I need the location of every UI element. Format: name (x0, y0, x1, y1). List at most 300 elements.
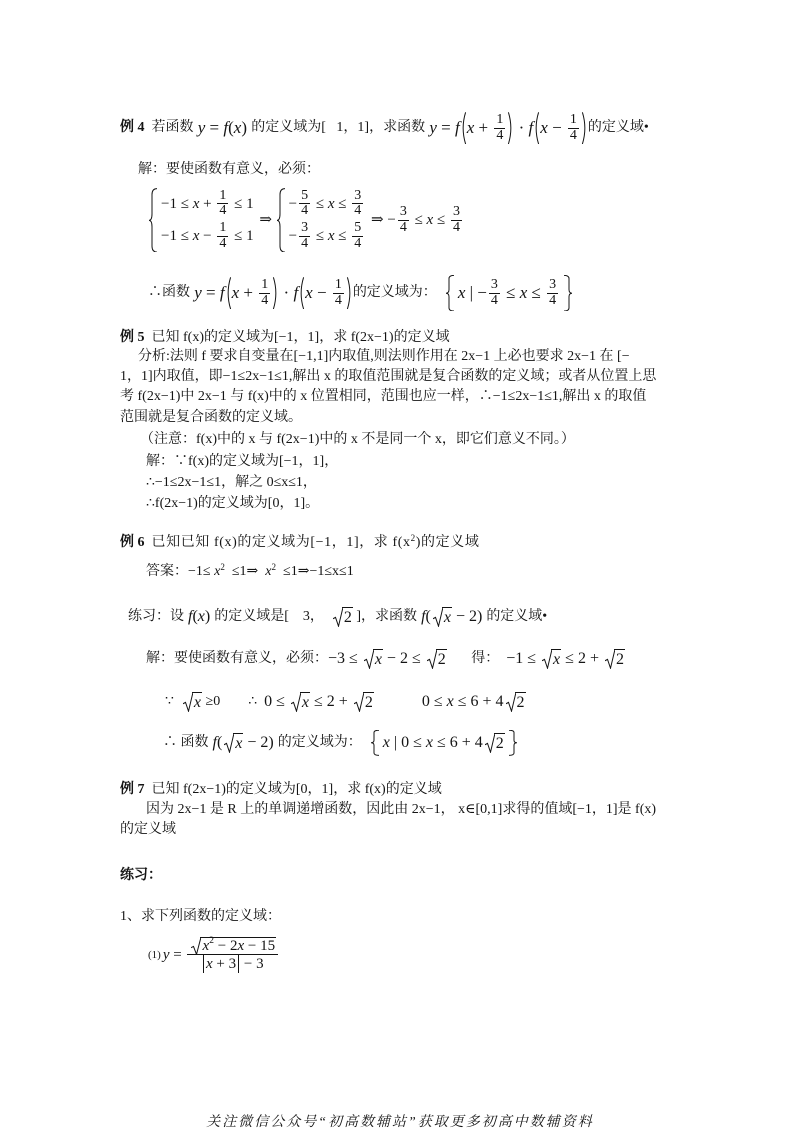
practice-since (165, 685, 526, 719)
right-parenthesis (581, 112, 588, 144)
system-row (161, 189, 254, 219)
right-parenthesis (272, 277, 279, 309)
text: 4 (301, 235, 309, 251)
square-root (485, 733, 505, 753)
math-symbol: − (288, 227, 298, 244)
math-variable: f (219, 282, 225, 302)
math-expression (240, 957, 263, 973)
fraction-numerator (217, 221, 228, 236)
math-symbol: 2 (364, 694, 373, 712)
math-symbol (212, 196, 216, 212)
math-symbol: ≤ (276, 693, 285, 711)
math-expression (310, 693, 352, 711)
fraction (547, 278, 558, 308)
math-symbol: 0 (401, 734, 410, 752)
radicand (373, 649, 383, 669)
radicand (614, 649, 625, 669)
math-symbol: ≤ (234, 227, 243, 244)
conclusion-formula (148, 278, 573, 308)
text: 4 (399, 219, 407, 235)
math-expression (417, 608, 431, 626)
math-symbol (348, 693, 352, 710)
math-symbol (327, 283, 331, 302)
radicand (436, 649, 447, 669)
math-symbol: ≤ (436, 734, 446, 752)
fraction-numerator (333, 278, 344, 293)
math-symbol: + (482, 693, 492, 711)
math-expression (328, 650, 362, 668)
text: 的定义域• (587, 120, 649, 136)
math-expression (496, 735, 504, 753)
radical-sign-icon (542, 649, 552, 669)
fraction-denominator (352, 237, 363, 252)
text: 的定义域为： (277, 735, 362, 751)
left-brace (445, 275, 455, 311)
fraction (299, 221, 310, 251)
radical-sign-icon (364, 649, 374, 669)
math-expression (312, 228, 350, 245)
math-variable: x (425, 734, 433, 752)
math-symbol: 2 (437, 651, 446, 669)
example-7-explanation-line-2: 的定义域 (120, 822, 176, 837)
square-root (191, 937, 276, 955)
math-symbol (445, 212, 449, 228)
right-brace (508, 730, 518, 756)
fraction (489, 278, 500, 308)
math-expression (458, 284, 487, 303)
system-row (289, 221, 366, 251)
fraction (299, 189, 310, 219)
fraction (333, 278, 344, 308)
math-symbol (253, 283, 257, 302)
math-variable: x (466, 117, 475, 137)
math-expression (383, 734, 483, 752)
math-expression (616, 651, 624, 669)
math-variable: x (192, 227, 200, 244)
text: 1 (334, 276, 342, 292)
math-symbol: + (216, 956, 225, 973)
text: 得： (446, 651, 507, 667)
fraction-denominator (200, 955, 266, 973)
fraction-numerator (352, 221, 363, 236)
math-symbol: − (506, 650, 516, 668)
math-symbol: ≤ (234, 195, 243, 212)
math-symbol: 2 (343, 609, 352, 627)
fraction-numerator (217, 189, 228, 204)
example-7-title: 已知 f(2x−1)的定义域为[0，1]，求 f(x)的定义域 (151, 782, 442, 797)
math-variable: y (197, 117, 206, 137)
text: 4 (354, 235, 362, 251)
set-content (458, 278, 560, 308)
math-symbol: − (316, 282, 327, 302)
example-6-answer (146, 562, 354, 582)
math-expression (444, 609, 451, 627)
practice-solution (146, 642, 625, 676)
math-expression (163, 947, 186, 964)
footer-note: 关注微信公众号“初高数辅站”获取更多初高中数辅资料 (206, 1115, 594, 1130)
radical-sign-icon (191, 937, 201, 955)
group-content (305, 278, 346, 308)
math-symbol (212, 228, 216, 244)
radical-sign-icon (224, 733, 234, 753)
text: ≤1⇒−1≤x≤1 (276, 564, 354, 579)
analysis-line-1: 分析:法则 f 要求自变量在[−1,1]内取值,则法则作用在 2x−1 上必也要求 2x−1 在 [− (138, 349, 630, 364)
inequality-system-formula (148, 188, 464, 253)
math-symbol: − (247, 937, 257, 954)
example-4-inequality-system (148, 180, 464, 260)
math-expression (194, 119, 252, 138)
fraction-denominator (352, 204, 363, 219)
math-expression (514, 119, 533, 138)
square-root (333, 607, 353, 627)
math-expression (506, 650, 540, 668)
math-variable: x (197, 608, 205, 626)
math-expression (243, 734, 277, 752)
parenthesized-group (533, 113, 588, 143)
text: 4 (569, 127, 577, 143)
system-row (289, 189, 366, 219)
math-symbol: − (288, 195, 298, 212)
fraction-numerator (299, 189, 310, 204)
math-symbol: + (338, 693, 348, 711)
math-symbol: 2 (577, 650, 586, 668)
math-variable: x (374, 651, 382, 669)
text: 3 (549, 276, 557, 292)
text: 已知已知 f(x)的定义域为[−1，1]，求 f(x (151, 535, 411, 550)
text: 的定义域• (486, 609, 548, 625)
math-symbol: 2 (399, 650, 408, 668)
math-expression (230, 196, 253, 213)
math-symbol (347, 196, 351, 212)
math-variable: x (301, 694, 310, 712)
math-variable: x (540, 117, 548, 137)
text: 4 (490, 292, 498, 308)
fraction-numerator (547, 278, 558, 293)
math-symbol: ( (425, 608, 431, 626)
group-content (232, 278, 273, 308)
math-symbol: − (247, 734, 257, 752)
math-expression (256, 212, 276, 229)
text: 1 (261, 276, 269, 292)
practice-domain-formula (163, 733, 518, 753)
math-symbol (536, 650, 540, 667)
text: 2 (410, 533, 416, 543)
radicand (494, 733, 505, 753)
math-symbol: | (393, 734, 398, 752)
math-symbol: + (243, 282, 254, 302)
math-variable: f (223, 117, 229, 137)
math-symbol: ) (204, 608, 211, 626)
math-expression (425, 119, 460, 138)
math-expression (467, 119, 493, 138)
text: 4 (354, 203, 362, 219)
fraction-denominator (398, 221, 409, 236)
math-symbol: ( (216, 734, 223, 752)
math-symbol: ≤ (411, 650, 421, 668)
math-expression (232, 284, 258, 303)
practice-statement (128, 600, 547, 634)
text: ≤1⇒ (224, 564, 266, 579)
fraction (352, 221, 363, 251)
math-symbol: 2 (516, 694, 525, 712)
math-variable: f (454, 117, 460, 137)
square-root (506, 692, 526, 712)
math-symbol: = (173, 946, 182, 963)
text: ≥0 ∴ (202, 694, 265, 710)
math-expression (206, 955, 236, 973)
math-variable: f (528, 117, 534, 137)
math-expression (517, 694, 525, 712)
left-brace (370, 730, 380, 756)
math-symbol: + (203, 195, 212, 212)
math-symbol: − (477, 282, 487, 302)
fraction-denominator (259, 294, 270, 309)
example-6-title (152, 533, 480, 553)
text: 解：要使函数有意义，必须： (146, 651, 328, 667)
radicand (363, 692, 374, 712)
math-variable: x (327, 227, 335, 244)
practice-domain (163, 723, 518, 763)
text: 3 (354, 187, 362, 203)
group-content (540, 113, 581, 143)
math-symbol: ≤ (413, 734, 422, 752)
text: 1 (219, 220, 227, 235)
math-variable: f (421, 608, 426, 626)
math-symbol: + (589, 650, 599, 668)
example-5-solution-line-1: 解：∵f(x)的定义域为[−1，1]， (146, 454, 339, 469)
math-symbol: 1 (260, 937, 268, 954)
math-symbol: · (518, 117, 525, 137)
example-5-solution-line-3: ∴f(2x−1)的定义域为[0，1]。 (146, 496, 320, 511)
math-symbol: 2 (260, 734, 269, 752)
math-symbol (599, 650, 603, 667)
math-symbol: 3 (337, 650, 346, 668)
fraction-denominator (299, 204, 310, 219)
math-symbol: 4 (495, 693, 504, 711)
left-parenthesis (225, 277, 232, 309)
fraction (217, 189, 228, 219)
math-symbol: 5 (267, 937, 276, 954)
math-symbol: ⇒ (259, 211, 272, 228)
fraction (451, 205, 462, 235)
example-4-solution-intro: 解：要使函数有意义，必须： (138, 162, 320, 177)
math-symbol (347, 228, 351, 244)
system-row (161, 221, 254, 251)
math-expression (502, 284, 545, 303)
exercise-1-part-1 (148, 930, 280, 980)
math-symbol: 6 (470, 693, 479, 711)
parenthesized-group (298, 278, 353, 308)
text: 4 (549, 292, 557, 308)
math-expression (202, 939, 209, 955)
math-symbol: ≤ (436, 211, 446, 228)
text: 的定义域为： (352, 285, 437, 301)
example-7-explanation-line-1: 因为 2x−1 是 R 上的单调递增函数，因此由 2x−1， x∈[0,1]求得的值域[−1，1]是 f(x) (146, 802, 657, 817)
math-variable: x (553, 651, 561, 669)
right-parenthesis (346, 277, 353, 309)
radicand (342, 607, 353, 627)
math-symbol: − (161, 227, 170, 244)
math-symbol: ≤ (433, 693, 443, 711)
math-variable: f (212, 734, 217, 752)
math-variable: x (519, 282, 528, 302)
math-symbol: 1 (169, 227, 177, 244)
fraction-denominator (333, 294, 344, 309)
math-expression (305, 284, 331, 303)
radical-sign-icon (506, 692, 516, 712)
fraction (259, 278, 270, 308)
text: ]，求函数 (352, 609, 418, 625)
fraction-denominator (217, 204, 228, 219)
math-symbol (358, 650, 362, 667)
fraction-numerator (299, 221, 310, 236)
math-expression (365, 694, 373, 712)
math-variable: x (193, 694, 202, 712)
fraction (494, 113, 505, 143)
set-notation (445, 278, 573, 308)
math-variable: x (233, 117, 242, 137)
math-symbol: 3 (256, 955, 264, 972)
math-expression (289, 196, 297, 213)
fraction-denominator (547, 294, 558, 309)
radicand (200, 937, 276, 955)
fraction (217, 221, 228, 251)
text: 答案：−1≤ (146, 564, 215, 579)
text: ∴函数 (148, 285, 190, 301)
math-symbol: ( (192, 608, 198, 626)
radicand (300, 692, 310, 712)
math-variable: x (327, 195, 335, 212)
left-parenthesis (460, 112, 467, 144)
math-symbol: 0 (264, 693, 273, 711)
math-symbol: 2 (326, 693, 335, 711)
radical-sign-icon (333, 607, 343, 627)
text: 5 (301, 187, 309, 203)
math-symbol: ≤ (338, 227, 347, 244)
math-symbol: 2 (495, 735, 504, 753)
text: 2 (209, 935, 215, 947)
math-expression (209, 734, 223, 752)
math-variable: x (202, 937, 210, 954)
math-expression (367, 212, 396, 229)
math-variable: f (293, 282, 299, 302)
math-symbol: ≤ (457, 693, 467, 711)
radical-sign-icon (354, 692, 364, 712)
example-6-answer-formula (146, 562, 354, 582)
parenthesized-group (225, 278, 280, 308)
math-symbol: 4 (474, 734, 483, 752)
math-symbol: 2 (229, 937, 238, 954)
math-symbol: − (217, 937, 227, 954)
square-root (542, 649, 561, 669)
example-5-label: 例 5 (120, 330, 145, 345)
square-root (433, 607, 452, 627)
radical-sign-icon (183, 692, 193, 712)
math-expression (383, 650, 425, 668)
text: 的定义域为[ 1，1]，求函数 (251, 120, 426, 136)
math-variable: x (265, 564, 272, 579)
math-symbol (562, 118, 566, 137)
fraction-denominator (494, 129, 505, 144)
practice-statement-formula (128, 607, 547, 627)
math-variable: x (235, 735, 243, 753)
math-symbol: ) (241, 117, 248, 137)
math-symbol: ≤ (506, 282, 516, 302)
left-brace (148, 188, 158, 253)
text: ∴ 函数 (163, 735, 209, 751)
math-symbol: − (328, 650, 338, 668)
analysis-line-2: 1，1]内取值，即−1≤2x−1≤1,解出 x 的取值范围就是复合函数的定义域；或者从位置上思 (120, 369, 657, 384)
square-root (291, 692, 310, 712)
superscript (272, 557, 277, 577)
math-symbol: ≤ (315, 195, 325, 212)
radical-sign-icon (291, 692, 301, 712)
math-variable: f (188, 608, 193, 626)
math-variable: y (194, 282, 202, 302)
superscript (209, 936, 214, 946)
fraction-numerator (398, 205, 409, 220)
math-expression (553, 651, 560, 669)
math-expression (312, 196, 350, 213)
text: 4 (261, 292, 269, 308)
radical-sign-icon (485, 733, 495, 753)
math-symbol: ) (268, 734, 274, 752)
math-symbol: + (461, 734, 471, 752)
fraction-numerator (494, 113, 505, 128)
fraction-denominator (299, 237, 310, 252)
example-6-label: 例 6 (120, 535, 145, 550)
example-6-title-line (120, 533, 479, 553)
inequality-system (148, 188, 254, 253)
square-root (605, 649, 625, 669)
math-symbol: ) (476, 608, 483, 626)
text: 3 (399, 203, 407, 219)
radical-sign-icon (427, 649, 437, 669)
text: 1 (219, 187, 227, 203)
text: 练习：设 (128, 609, 184, 625)
math-symbol (541, 283, 545, 302)
fraction-numerator (489, 278, 500, 293)
math-variable: x (237, 937, 245, 954)
math-expression (438, 651, 446, 669)
math-variable: x (305, 282, 313, 302)
math-expression (344, 609, 352, 627)
math-symbol: − (387, 211, 396, 228)
parenthesized-group (460, 113, 515, 143)
text: 5 (354, 220, 362, 235)
text: 的定义域是[ 3， (214, 609, 331, 625)
fraction-numerator (352, 189, 363, 204)
math-symbol: − (161, 195, 170, 212)
text: 4 (301, 203, 309, 219)
fraction-denominator (568, 129, 579, 144)
math-expression (214, 939, 275, 955)
math-variable: x (446, 693, 454, 711)
math-symbol: 1 (515, 650, 524, 668)
math-symbol: = (206, 282, 216, 302)
superscript (411, 528, 416, 548)
math-expression (561, 650, 603, 668)
square-root (364, 649, 383, 669)
math-expression (161, 196, 215, 213)
fraction-numerator (451, 205, 462, 220)
math-symbol: − (386, 650, 396, 668)
text: 3 (452, 203, 460, 219)
set-content (383, 733, 505, 753)
text: 4 (496, 127, 504, 143)
example-5-title-line (120, 328, 450, 348)
text: 1 (496, 111, 504, 127)
